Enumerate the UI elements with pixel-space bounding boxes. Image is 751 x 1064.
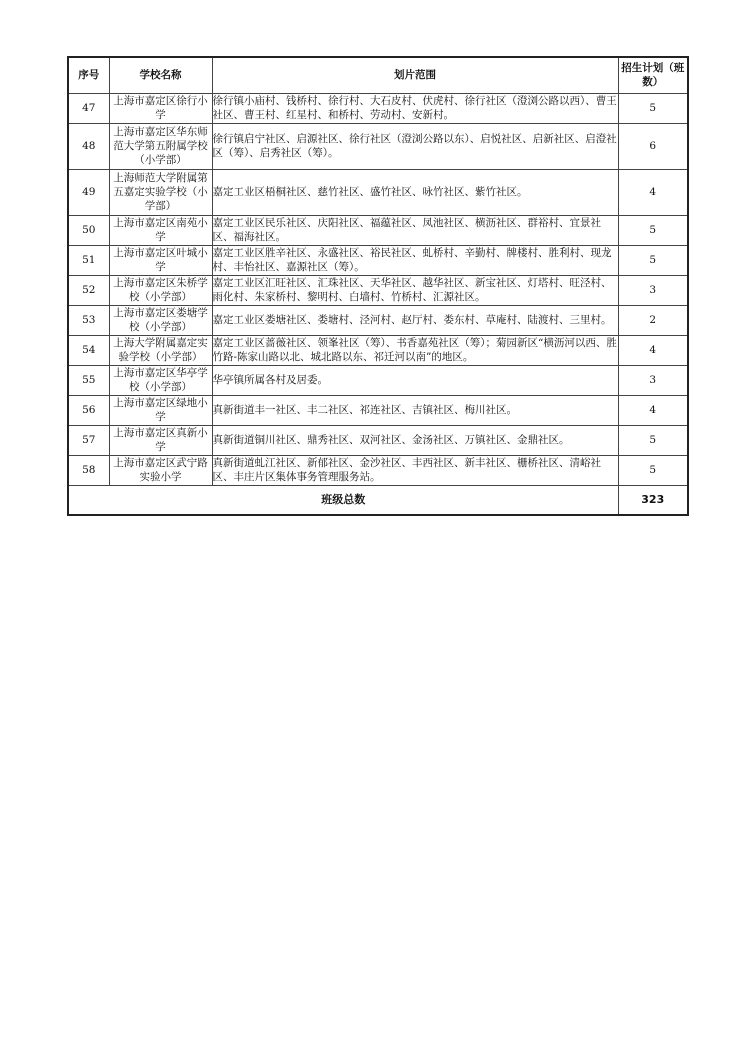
class-count: 5 <box>618 215 688 245</box>
header-range: 划片范围 <box>212 57 618 93</box>
row-number: 52 <box>68 275 109 305</box>
school-name: 上海市嘉定区华亭学校（小学部） <box>109 365 212 395</box>
school-name: 上海市嘉定区娄塘学校（小学部） <box>109 305 212 335</box>
class-count: 4 <box>618 395 688 425</box>
row-number: 55 <box>68 365 109 395</box>
row-number: 57 <box>68 425 109 455</box>
class-count: 5 <box>618 425 688 455</box>
row-number: 56 <box>68 395 109 425</box>
school-name: 上海市嘉定区徐行小学 <box>109 93 212 123</box>
zoning-range: 徐行镇小庙村、钱桥村、徐行村、大石皮村、伏虎村、徐行社区（澄浏公路以西）、曹王社区、曹王村、红星村、和桥村、劳动村、安新村。 <box>212 95 617 121</box>
zoning-range: 真新街道铜川社区、鼎秀社区、双河社区、金汤社区、万镇社区、金鼎社区。 <box>212 425 618 455</box>
table-row <box>68 305 688 335</box>
class-count: 3 <box>618 275 688 305</box>
header-plan: 招生计划（班数） <box>618 57 688 93</box>
zoning-range: 真新街道丰一社区、丰二社区、祁连社区、吉镇社区、梅川社区。 <box>212 395 618 425</box>
row-number: 58 <box>68 455 109 485</box>
enrollment-table <box>67 56 689 516</box>
class-count: 4 <box>618 335 688 365</box>
zoning-range: 嘉定工业区梧桐社区、慈竹社区、盛竹社区、咏竹社区、紫竹社区。 <box>212 169 618 215</box>
zoning-range: 真新街道虬江社区、新郁社区、金沙社区、丰西社区、新丰社区、栅桥社区、清峪社区、丰庄片区集体事务管理服务站。 <box>212 455 618 485</box>
school-name: 上海市嘉定区武宁路实验小学 <box>109 455 212 485</box>
zoning-range: 华亭镇所属各村及居委。 <box>212 365 618 395</box>
zoning-range: 嘉定工业区蔷薇社区、领峯社区（筹）、书香嘉苑社区（筹）；菊园新区“横沥河以西、胜竹路-陈家山路以北、城北路以东、祁迁河以南”的地区。 <box>212 337 617 363</box>
table-row <box>68 215 688 245</box>
total-label: 班级总数 <box>68 485 618 515</box>
table-row <box>68 395 688 425</box>
row-number: 47 <box>68 93 109 123</box>
table-row <box>68 455 688 485</box>
school-name: 上海师范大学附属第五嘉定实验学校（小学部） <box>109 169 212 215</box>
row-number: 50 <box>68 215 109 245</box>
zoning-range: 徐行镇启宁社区、启源社区、徐行社区（澄浏公路以东）、启悦社区、启新社区、启澄社区（筹）、启秀社区（筹）。 <box>212 123 618 169</box>
zoning-range: 嘉定工业区胜辛社区、永盛社区、裕民社区、虬桥村、辛勤村、牌楼村、胜利村、现龙村、丰怡社区、嘉源社区（筹）。 <box>212 245 618 275</box>
class-count: 3 <box>618 365 688 395</box>
school-name: 上海大学附属嘉定实验学校（小学部） <box>109 335 212 365</box>
header-row <box>68 57 688 93</box>
class-count: 5 <box>618 245 688 275</box>
row-number: 49 <box>68 169 109 215</box>
row-number: 54 <box>68 335 109 365</box>
table-row <box>68 245 688 275</box>
school-name: 上海市嘉定区朱桥学校（小学部） <box>109 275 212 305</box>
table-row <box>68 335 688 365</box>
table-row <box>68 169 688 215</box>
class-count: 4 <box>618 169 688 215</box>
school-name: 上海市嘉定区华东师范大学第五附属学校（小学部） <box>109 123 212 169</box>
row-number: 51 <box>68 245 109 275</box>
row-number: 53 <box>68 305 109 335</box>
school-name: 上海市嘉定区真新小学 <box>109 425 212 455</box>
zoning-range: 嘉定工业区民乐社区、庆阳社区、福蕴社区、凤池社区、横沥社区、群裕村、宜景社区、福海社区。 <box>212 215 618 245</box>
zoning-range: 嘉定工业区汇旺社区、汇珠社区、天华社区、越华社区、新宝社区、灯塔村、旺泾村、雨化村、朱家桥村、黎明村、白墙村、竹桥村、汇源社区。 <box>212 275 618 305</box>
table-row <box>68 93 688 123</box>
school-name: 上海市嘉定区南苑小学 <box>109 215 212 245</box>
class-count: 2 <box>618 305 688 335</box>
class-count: 5 <box>618 455 688 485</box>
total-row <box>68 485 688 515</box>
total-value: 323 <box>618 485 688 515</box>
table-row <box>68 275 688 305</box>
table-row <box>68 123 688 169</box>
header-school: 学校名称 <box>109 57 212 93</box>
school-name: 上海市嘉定区叶城小学 <box>109 245 212 275</box>
class-count: 5 <box>618 93 688 123</box>
table-row <box>68 425 688 455</box>
school-name: 上海市嘉定区绿地小学 <box>109 395 212 425</box>
row-number: 48 <box>68 123 109 169</box>
class-count: 6 <box>618 123 688 169</box>
zoning-range: 嘉定工业区娄塘社区、娄塘村、泾河村、赵厅村、娄东村、草庵村、陆渡村、三里村。 <box>212 305 618 335</box>
table-row <box>68 365 688 395</box>
header-no: 序号 <box>68 57 109 93</box>
